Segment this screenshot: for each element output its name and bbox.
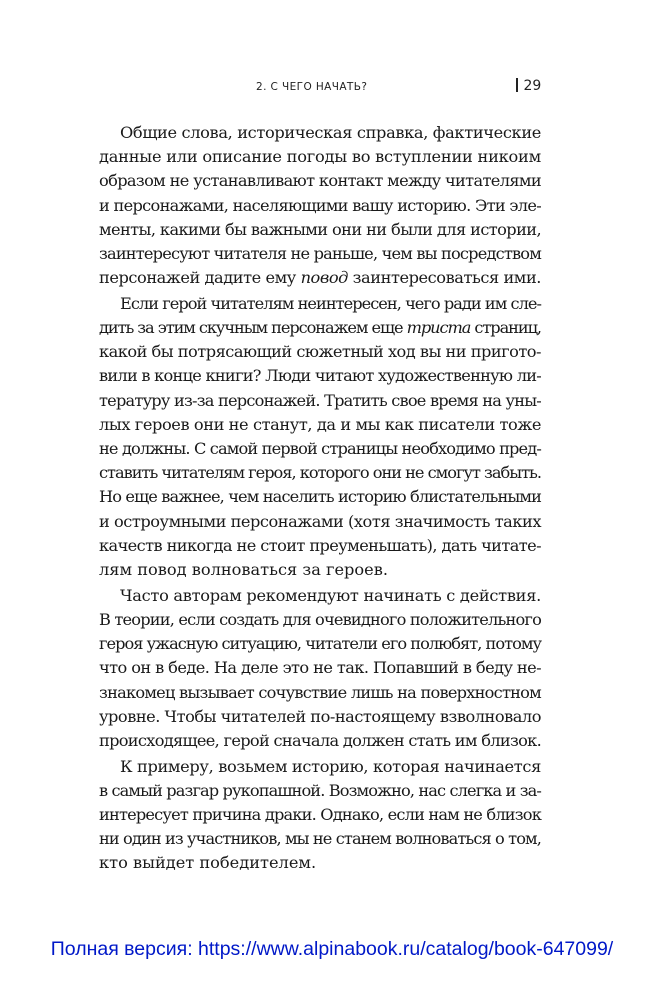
text-line: лых героев они не станут, да и мы как писатели тоже	[99, 414, 542, 434]
text-line: В теории, если создать для очевидного положительного	[99, 609, 541, 629]
text-line: не должны. С самой первой страницы необходимо пред-	[99, 439, 541, 459]
page-number-value: 29	[523, 78, 542, 94]
text-line: Часто авторам рекомендуют начинать с действия.	[120, 585, 541, 605]
text-line: и персонажами, населяющими вашу историю. Эти эле-	[99, 195, 542, 215]
text-line: К примеру, возьмем историю, которая начинается	[120, 756, 541, 776]
text-line: ставить читателям героя, которого они не смогут забыть.	[99, 463, 541, 483]
emphasized-word: повод	[300, 268, 348, 288]
page-number	[516, 78, 541, 94]
emphasized-word: триста	[406, 318, 471, 338]
text-line	[99, 316, 541, 340]
text-line: героя ужасную ситуацию, читатели его полюбят, потому	[99, 634, 541, 654]
text-line: ни один из участников, мы не станем волноваться о том,	[99, 829, 541, 849]
paragraph	[99, 292, 541, 582]
text-line: качеств никогда не стоит преуменьшать), дать читате-	[99, 535, 541, 555]
text-line: интересует причина драки. Однако, если нам не близок	[99, 805, 541, 825]
body-text	[99, 121, 541, 876]
text-line: Общие слова, историческая справка, фактические	[120, 123, 542, 142]
text-line: образом не устанавливают контакт между читателями	[99, 171, 541, 191]
text-line: происходящее, герой сначала должен стать им близок.	[99, 730, 542, 750]
text-line: какой бы потрясающий сюжетный ход вы ни пригото-	[99, 342, 541, 362]
text-segment: дить за этим скучным персонажем еще	[99, 318, 407, 338]
text-line: знакомец вызывает сочувствие лишь на поверхностном	[99, 682, 541, 702]
text-line: и остроумными персонажами (хотя значимость таких	[99, 511, 541, 531]
text-line: заинтересуют читателя не раньше, чем вы посредством	[99, 243, 541, 263]
text-line: Если герой читателям неинтересен, чего ради им сле-	[120, 293, 541, 313]
text-line: уровне. Чтобы читателей по-настоящему взволновало	[99, 706, 541, 726]
text-line	[99, 266, 541, 290]
page-number-rule	[516, 78, 518, 92]
text-line: что он в беде. На деле это не так. Попавший в беду не-	[99, 658, 542, 678]
text-line: данные или описание погоды во вступлении никоим	[99, 147, 541, 167]
full-version-link[interactable]: Полная версия: https://www.alpinabook.ru/catalog/book-647099/	[50, 938, 614, 960]
text-line: кто выйдет победителем.	[99, 853, 317, 873]
text-line: Но еще важнее, чем населить историю блистательными	[99, 487, 542, 507]
text-segment: персонажей дадите ему	[99, 268, 301, 288]
text-line: тературу из-за персонажей. Тратить свое время на уны-	[99, 390, 541, 410]
chapter-title: 2. С ЧЕГО НАЧАТЬ?	[256, 81, 368, 93]
paragraph	[99, 121, 541, 290]
running-head	[0, 78, 664, 100]
text-line: лям повод волноваться за героев.	[99, 559, 389, 579]
paragraph	[99, 584, 541, 753]
text-segment: заинтересоваться ими.	[347, 268, 541, 288]
text-line: в самый разгар рукопашной. Возможно, нас слегка и за-	[99, 780, 541, 800]
text-line: менты, какими бы важными они ни были для истории,	[99, 219, 542, 239]
text-segment: страниц,	[470, 318, 541, 338]
paragraph	[99, 755, 541, 876]
text-line: вили в конце книги? Люди читают художественную ли-	[99, 366, 541, 386]
